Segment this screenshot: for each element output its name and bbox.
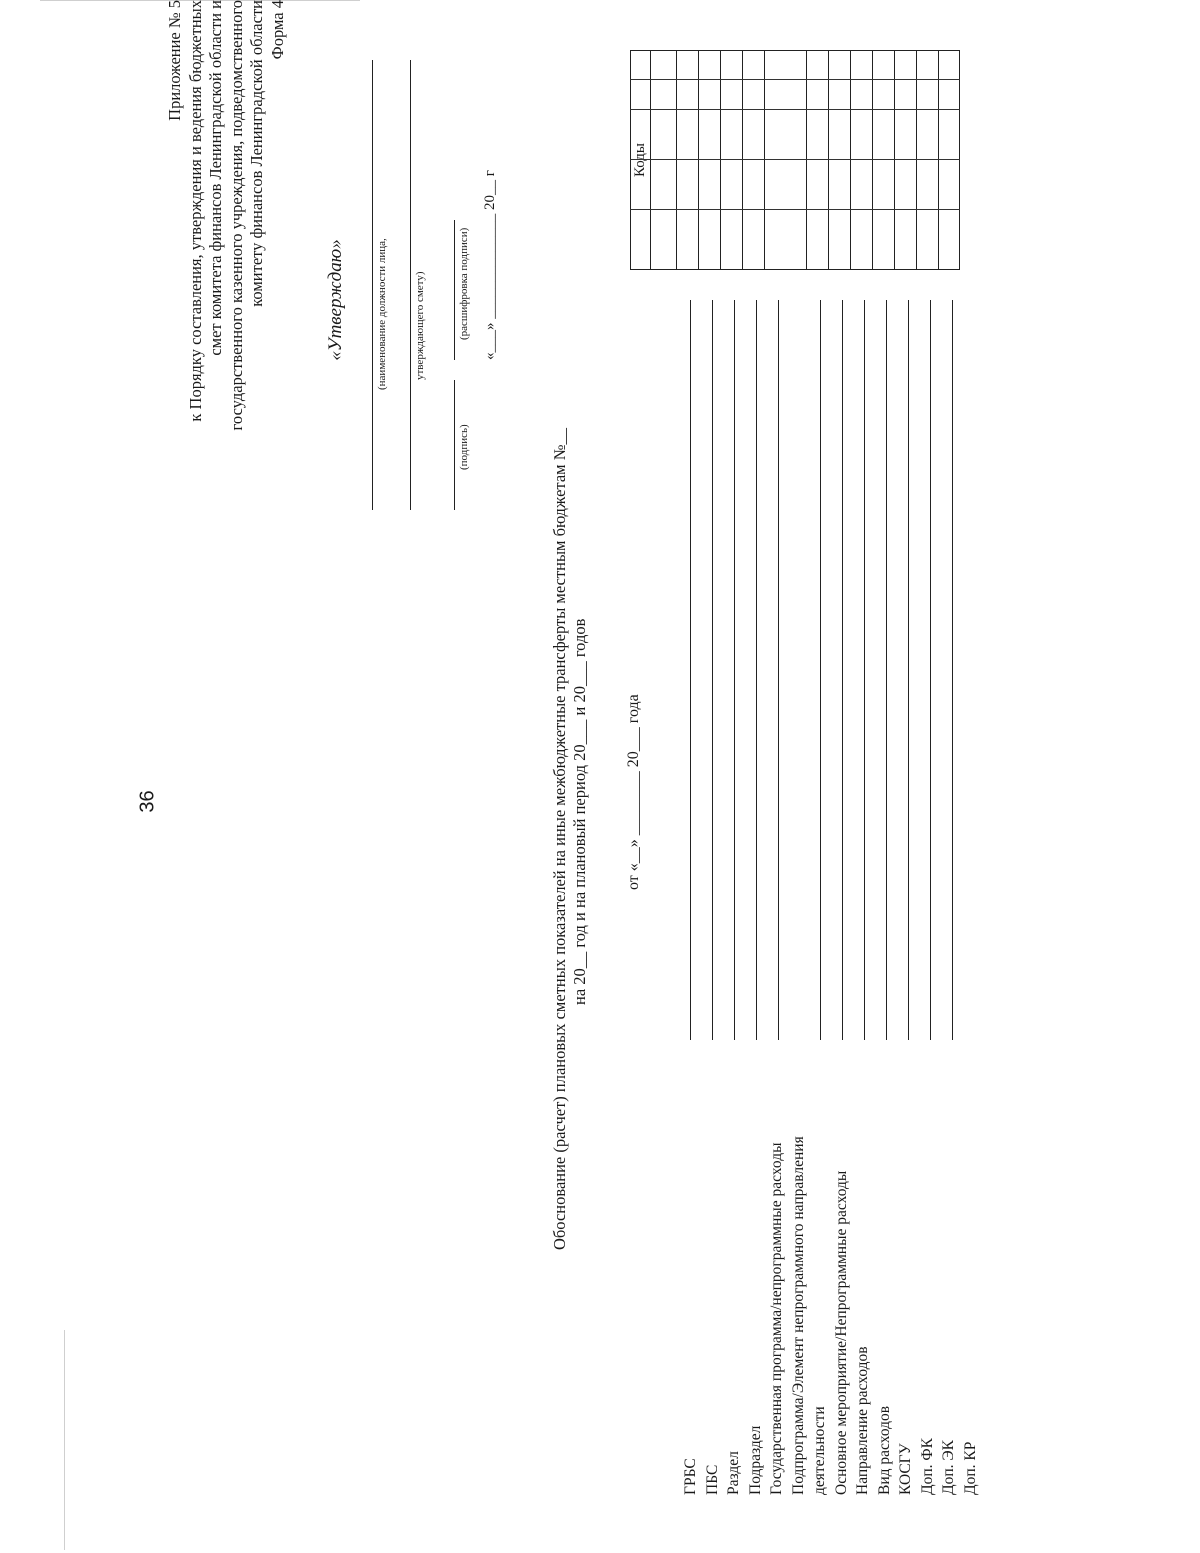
- approval-date: «___» ______________ 20__ г: [482, 170, 498, 360]
- field-label: Государственная программа/непрограммные расходы: [768, 1142, 785, 1495]
- codes-header: Коды: [632, 142, 648, 178]
- appendix-line: Приложение № 5: [165, 0, 184, 121]
- signature-line: [454, 380, 455, 510]
- field-rule: [778, 300, 779, 1040]
- codes-row-line: [938, 50, 939, 270]
- decoding-line: [454, 220, 455, 360]
- decoding-hint: (расшифровка подписи): [458, 227, 470, 340]
- codes-row-line: [764, 50, 765, 270]
- appendix-line: к Порядку составления, утверждения и ведения бюджетных: [185, 0, 205, 422]
- codes-col-line: [630, 159, 960, 160]
- field-list: [680, 1095, 981, 1495]
- appendix-line: комитету финансов Ленинградской области: [247, 0, 266, 307]
- appendix-line: смет комитета финансов Ленинградской области и: [206, 0, 225, 356]
- field-label: КОСГУ: [897, 1443, 914, 1495]
- field-rule: [908, 300, 909, 1040]
- field-label: Доп. КР: [961, 1441, 979, 1495]
- codes-row-line: [872, 50, 873, 270]
- field-rule: [886, 300, 887, 1040]
- codes-col-line: [630, 209, 960, 210]
- field-label: Доп. ЭК: [940, 1440, 957, 1495]
- document-title: [550, 50, 590, 1250]
- field-rule: [930, 300, 931, 1040]
- codes-row-line: [894, 50, 895, 270]
- field-label: Вид расходов: [875, 1405, 893, 1495]
- field-rule: [712, 300, 713, 1040]
- codes-table: [630, 50, 960, 270]
- field-rule: [864, 300, 865, 1040]
- field-rule: [952, 300, 953, 1040]
- position-line: [372, 60, 373, 510]
- codes-row-line: [850, 50, 851, 270]
- field-label: Подпрограмма/Элемент непрограммного направления: [789, 1136, 807, 1495]
- codes-row-line: [676, 50, 677, 270]
- appendix-header: [165, 0, 288, 490]
- codes-row-line: [806, 50, 807, 270]
- document-sheet: [50, 0, 980, 1510]
- codes-row-line: [916, 50, 917, 270]
- page-number: 36: [136, 790, 159, 813]
- field-label: ПБС: [703, 1464, 721, 1495]
- title-line-1: Обоснование (расчет) плановых сметных показателей на иные межбюджетные трансферты местным бюджетам №__: [550, 428, 569, 1250]
- codes-col-line: [630, 79, 960, 80]
- appendix-line: Форма 4: [267, 0, 287, 60]
- field-label: Раздел: [725, 1451, 742, 1495]
- position-hint-2: утверждающего смету): [414, 271, 426, 380]
- field-rule: [842, 300, 843, 1040]
- position-hint: (наименование должности лица,: [376, 238, 388, 390]
- appendix-line: государственного казенного учреждения, подведомственного: [226, 0, 246, 431]
- codes-row-line: [720, 50, 721, 270]
- codes-row-line: [828, 50, 829, 270]
- field-label: Основное мероприятие/Непрограммные расходы: [832, 1170, 850, 1495]
- field-rule: [734, 300, 735, 1040]
- field-rule: [820, 300, 821, 1040]
- field-rule: [756, 300, 757, 1040]
- field-label: Доп. ФК: [918, 1438, 936, 1495]
- field-rule: [690, 300, 691, 1040]
- field-label: деятельности: [811, 1406, 828, 1495]
- title-line-2: на 20__ год и на плановый период 20___ и 20___ годов: [570, 618, 589, 1005]
- approval-title: «Утверждаю»: [325, 239, 346, 361]
- codes-row-line: [698, 50, 699, 270]
- signature-hint: (подпись): [458, 424, 470, 470]
- document-date: от «__» ________ 20___ года: [625, 694, 642, 890]
- codes-row-line: [650, 50, 651, 270]
- field-label: Направление расходов: [854, 1346, 871, 1495]
- field-label: ГРБС: [682, 1458, 699, 1495]
- codes-col-line: [630, 109, 960, 110]
- position-line-2: [410, 60, 411, 510]
- field-label: Подраздел: [746, 1425, 764, 1495]
- codes-row-line: [742, 50, 743, 270]
